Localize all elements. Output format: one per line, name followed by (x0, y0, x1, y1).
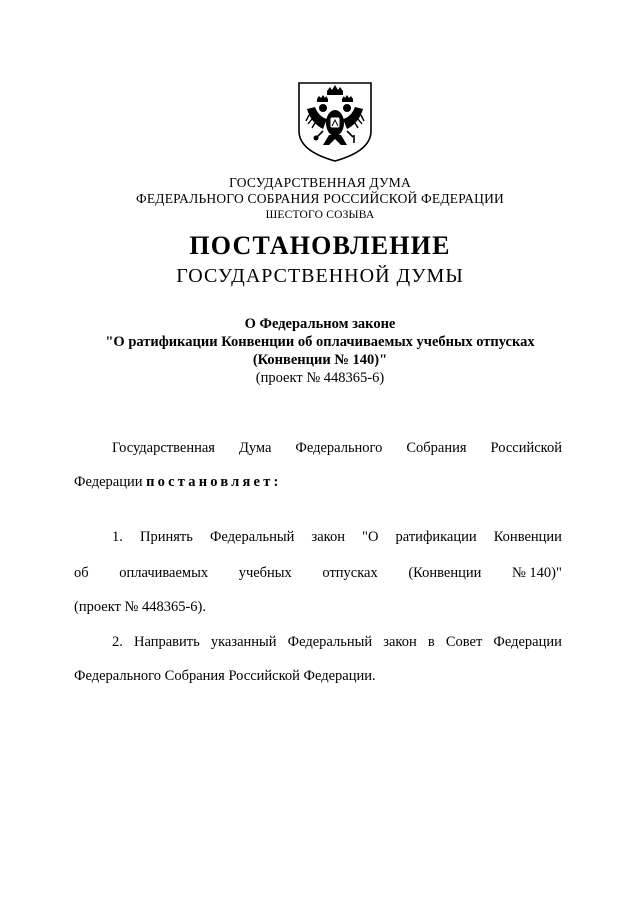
word: закон (311, 529, 345, 545)
law-name-line1: "О ратификации Конвенции об оплачиваемых учебных отпусках (105, 334, 535, 350)
word: оплачиваемых (119, 565, 209, 581)
word: об (74, 565, 89, 581)
word: учебных (238, 565, 292, 581)
word: Федеральный (209, 529, 295, 545)
word: Государственная (112, 440, 215, 456)
word: 1. (112, 529, 123, 545)
word: Дума (238, 440, 272, 456)
word: Федерации (493, 634, 562, 650)
document-title: ПОСТАНОВЛЕНИЕ (189, 231, 451, 260)
word: (Конвенции (408, 565, 482, 581)
law-heading: О Федеральном законе (244, 316, 396, 332)
item2-line-1 (112, 633, 562, 651)
word: указанный (210, 634, 277, 650)
organization-full-name: ФЕДЕРАЛЬНОГО СОБРАНИЯ РОССИЙСКОЙ ФЕДЕРАЦИИ (136, 191, 504, 206)
bill-number: (проект № 448365-6) (255, 370, 385, 386)
word: 2. (112, 634, 123, 650)
word: Федерального (295, 440, 383, 456)
intro-federation: Федерации (74, 474, 143, 490)
word: Собрания (406, 440, 467, 456)
word: № 140)" (511, 565, 562, 581)
word: Федеральный (287, 634, 373, 650)
resolves-verb: постановляет: (146, 474, 282, 490)
intro-line-2 (74, 473, 562, 491)
item1-line-1 (112, 528, 562, 546)
word: "О (362, 529, 379, 545)
word: Направить (134, 634, 200, 650)
item1-line-3: (проект № 448365-6). (74, 599, 207, 615)
word: Совет (445, 634, 483, 650)
item1-line-2 (74, 564, 562, 582)
item2-line-2: Федерального Собрания Российской Федерации. (74, 668, 376, 684)
word: Конвенции (493, 529, 562, 545)
russian-coat-of-arms-icon (293, 79, 377, 163)
word: Принять (139, 529, 193, 545)
intro-line-1 (112, 439, 562, 457)
word: отпусках (322, 565, 378, 581)
word: Российской (490, 440, 562, 456)
word: закон (383, 634, 417, 650)
organization-name: ГОСУДАРСТВЕННАЯ ДУМА (229, 175, 411, 190)
convocation: ШЕСТОГО СОЗЫВА (265, 209, 375, 221)
word: ратификации (395, 529, 477, 545)
law-name-line2: (Конвенции № 140)" (252, 352, 388, 368)
word: в (427, 634, 435, 650)
document-subtitle: ГОСУДАРСТВЕННОЙ ДУМЫ (176, 265, 464, 287)
